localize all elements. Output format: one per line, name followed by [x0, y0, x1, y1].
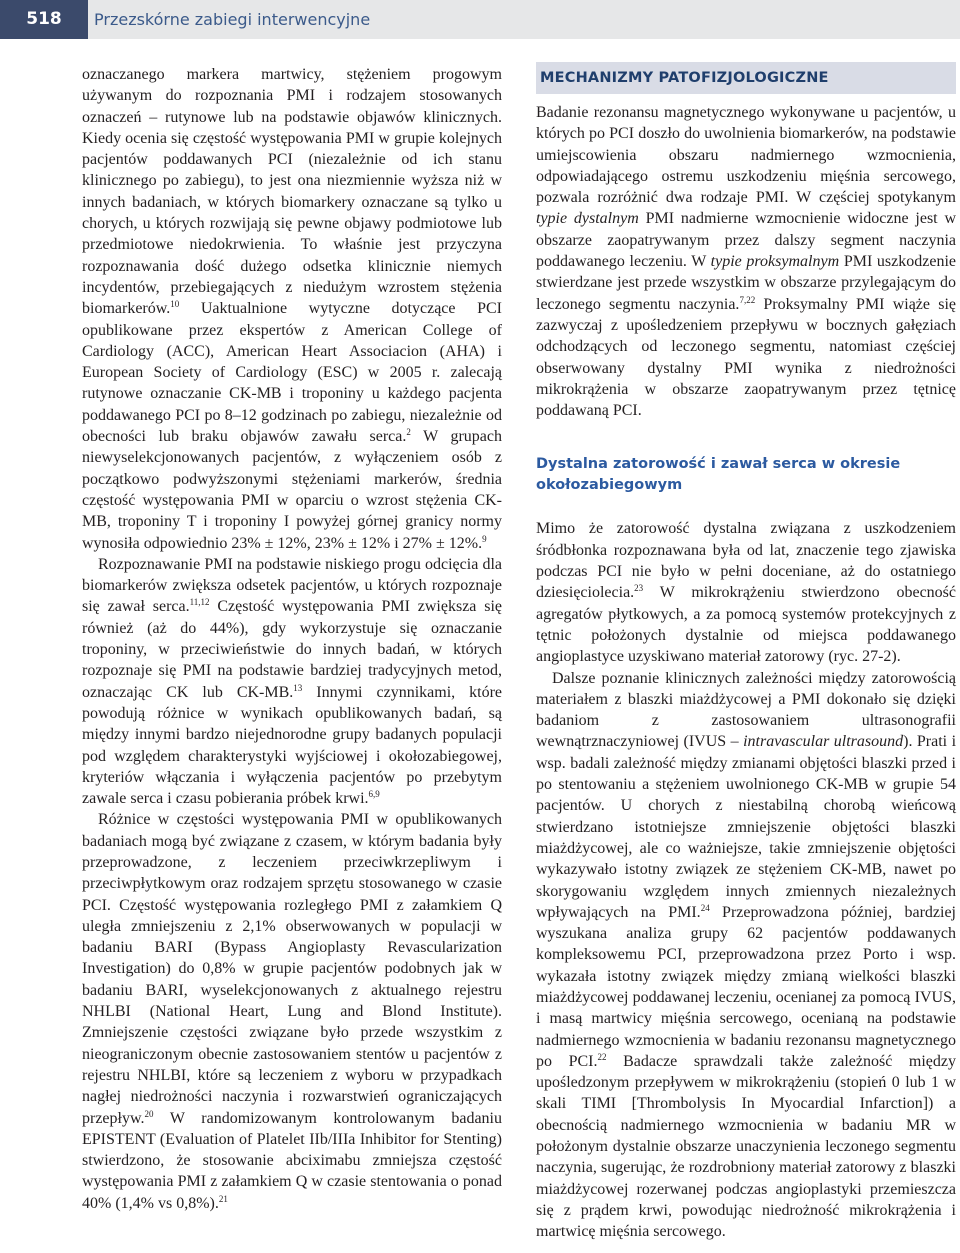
text-run: Rozpoznawanie PMI na podstawie niskiego progu odcięcia dla biomarkerów zwiększa odsetek pacjentów, u których rozpoznaje się zawał serca.	[82, 555, 502, 616]
text-run: Mimo że zatorowość dystalna związana z uszkodzeniem śródbłonka rozpoznawana była od lat, znaczenie tego zjawiska podczas PCI nie było w pełni doceniane, aż do ostatniego dziesięciolecia.	[536, 520, 956, 602]
paragraph	[536, 668, 956, 1243]
text-run: W randomizowanym kontrolowanym badaniu EPISTENT (Evaluation of Platelet IIb/IIIa Inhibitor for Stenting) stwierdzono, że stosowanie abciximabu zmniejsza częstość występowania PMI z załamkiem Q w czasie stentowania o ponad 40% (1,4% vs 0,8%).	[82, 1109, 502, 1212]
text-run: ). Prati i wsp. badali zależność między zmianami objętości blaszki przed i po stentowaniu a stężeniem uwolnionego CK-MB w grupie 54 pacjentów. U chorych z niestabilną chorobą wieńcową stwierdzano istotniejsze zmniejszenie objętości blaszki miażdżycowej, ale co ważniejsze, takie zmniejszenie objętości wykazywało istotny związek ze stężeniem CK-MB, nawet po skorygowaniu względem innych zmiennych niezależnych wpływających na PMI.	[536, 733, 957, 921]
italic-term: typie proksymalnym	[710, 253, 840, 271]
citation: 24	[700, 902, 710, 913]
citation: 2	[406, 427, 411, 438]
italic-term: typie dystalnym	[536, 210, 639, 228]
text-run: oznaczanego markera martwicy, stężeniem progowym używanym do rozpoznania PMI i rodzajem stosowanych oznaczeń – rutynowe lub na podstawie objawów klinicznych. Kiedy ocenia się częstość występowania PMI w grupie kolejnych pacjentów poddawanych PCI (niezależnie od ich stanu klinicznego po zabiegu), to jest ona niezmiennie wyższa niż w innych badaniach, w których biomarkery oznaczane są tylko u chorych, u których rozwijają się pewne objawy podmiotowe lub przedmiotowe niedokrwienia. To właśnie jest przyczyna rozpoznawania dość dużego odsetka klinicznie niemych incydentów, przebiegających z niedużym wzrostem stężenia biomarkerów.	[82, 66, 502, 318]
citation: 6,9	[368, 789, 380, 800]
text-run: Dalsze poznanie klinicznych zależności między zatorowością materiałem z blaszki miażdżycowej a PMI dokonało się dzięki badaniom z zastosowaniem ultrasonografii wewnątrznaczyniowej (IVUS –	[536, 669, 956, 751]
text-run: Badanie rezonansu magnetycznego wykonywane u pacjentów, u których po PCI doszło do uwolnienia biomarkerów, na podstawie umiejscowienia obszaru nadmiernego wzmocnienia, odpowiadającego ostremu uszkodzeniu mięśnia sercowego, pozwala rozróżnić dwa rodzaje PMI. W częściej spotykanym	[536, 104, 956, 207]
citation: 11,12	[189, 597, 210, 608]
text-run: W grupach niewyselekcjonowanych pacjentów, z wyłączeniem osób z początkowo podwyższonymi stężeniami markerów, średnia częstość występowania PMI w oparciu o wzrost stężenia CK-MB, troponiny T i troponiny I powyżej górnej granicy normy wynosiła odpowiednio 23% ± 12%, 23% ± 12% i 27% ± 12%.	[82, 428, 503, 552]
citation: 21	[218, 1193, 228, 1204]
paragraph	[536, 518, 956, 667]
running-title: Przezskórne zabiegi interwencyjne	[94, 10, 371, 29]
paragraph	[82, 554, 502, 810]
paragraph	[536, 102, 956, 421]
citation: 20	[144, 1108, 154, 1119]
text-run: PMI uszkodzenie stwierdzane jest przede wszystkim w obszarze przylegającym do leczonego segmentu naczynia.	[536, 253, 957, 313]
citation: 13	[293, 682, 303, 693]
italic-term: intravascular ultrasound	[743, 733, 904, 751]
paragraph	[82, 64, 502, 554]
citation: 22	[597, 1051, 607, 1062]
text-run: PMI nadmierne wzmocnienie widoczne jest w obszarze zaopatrywanym przez dalszy segment naczynia poddawanego leczeniu. W	[536, 210, 956, 271]
box-title: MECHANIZMY PATOFIZJOLOGICZNE	[536, 62, 956, 94]
page-number: 518	[0, 0, 88, 39]
text-run: Badacze sprawdzali także zależność między upośledzonym przepływem w mikrokrążeniu (stopień 0 lub 1 w skali TIMI [Thrombolysis In Myocardial Infarction]) a obecnością nadmiernego wzmocnienia w badaniu MR w położonym dystalnie obszarze unaczynienia leczonego segmentu naczynia, sugerując, że rozdrobniony materiał zatorowy z blaszki miażdżycowej rozerwanej podczas angioplastyki przemieszcza się z prądem krwi, powodując niedrożność mikrokrążenia i martwicę mięśnia sercowego.	[536, 1052, 956, 1241]
right-column	[536, 62, 956, 1243]
text-run: Przeprowadzona później, bardziej wyszukana analiza grupy 62 pacjentów poddawanych kompleksowemu PCI, przeprowadzona przez Porto i wsp. wykazała istotny związek między zmianą wielkości blaszki miażdżycowej poddawanej leczeniu, ocenianej za pomocą IVUS, i masą martwicy mięśnia sercowego, ocenianą na podstawie nadmiernego wzmocnienia w badaniu rezonansu magnetycznego po PCI.	[536, 903, 956, 1070]
text-run: Różnice w częstości występowania PMI w opublikowanych badaniach mogą być związane z czasem, w którym badania były przeprowadzone, z leczeniem przeciwkrzepliwym i przeciwpłytkowym oraz rodzajem sprzętu stosowanego w czasie PCI. Częstość występowania rozległego PMI z załamkiem Q uległa zmniejszeniu z 2,1% obserwowanych w populacji w badaniu BARI (Bypass Angioplasty Revascularization Investigation) do 0,8% w grupie pacjentów podobnych jak w badaniu BARI, wyselekcjonowanych z aktualnego rejestru NHLBI (National Heart, Lung and Blond Institute). Zmniejszenie częstości związane było przede wszystkim z nieograniczonym obecnie zastosowaniem stentów u pacjentów z rejestru NHLBI, które są leczeniem z wyboru w przypadkach nagłej niedrożności naczynia i rozwarstwień ograniczających przepływ.	[82, 811, 502, 1127]
citation: 10	[170, 299, 180, 310]
page-header	[0, 0, 960, 39]
text-run: Uaktualnione wytyczne dotyczące PCI opublikowane przez ekspertów z American College of Cardiology (ACC), American Heart Associacion (AHA) i European Society of Cardiology (ESC) w 2005 r. zalecają rutynowe oznaczanie CK-MB i troponiny u każdego pacjenta poddawanego PCI po 8–12 godzinach po zabiegu, niezależnie od obecności lub braku objawów zawału serca.	[82, 300, 502, 446]
text-run: Częstość występowania PMI zwiększa się również (aż do 44%), gdy wykorzystuje się oznaczanie troponiny, w przeciwieństwie do innych badań, w których rozpoznaje się PMI na podstawie bardziej tradycyjnych metod, oznaczając CK lub CK-MB.	[82, 598, 503, 701]
text-run: Innymi czynnikami, które powodują różnice w wynikach opublikowanych badań, są między innymi bardzo niejednorodne grupy badanych populacji pod względem charakterystyki wyjściowej i okołozabiegowej, kryteriów włączania i wyłączenia pacjentów po przebytym zawale serca i czasu pobierania próbek krwi.	[82, 683, 503, 808]
citation: 9	[482, 533, 487, 544]
text-run: Proksymalny PMI wiąże się zazwyczaj z upośledzeniem przepływu w bocznych gałęziach odchodzących od leczonego segmentu, natomiast częściej obserwowany dystalny PMI wynika z niedrożności mikrokrążenia w obszarze zaopatrywanym przez tętnicę poddawaną PCI.	[536, 295, 956, 420]
citation: 7,22	[739, 294, 756, 305]
left-column	[82, 64, 502, 1214]
section-heading: Dystalna zatorowość i zawał serca w okresie okołozabiegowym	[536, 456, 901, 494]
text-run: W mikrokrążeniu stwierdzono obecność agregatów płytkowych, a za pomocą systemów protekcyjnych z tętnic położonych dystalnie od miejsca poddawanego angioplastyce uzyskiwano materiał zatorowy (ryc. 27-2).	[536, 584, 956, 666]
citation: 23	[634, 583, 644, 594]
paragraph	[82, 809, 502, 1214]
